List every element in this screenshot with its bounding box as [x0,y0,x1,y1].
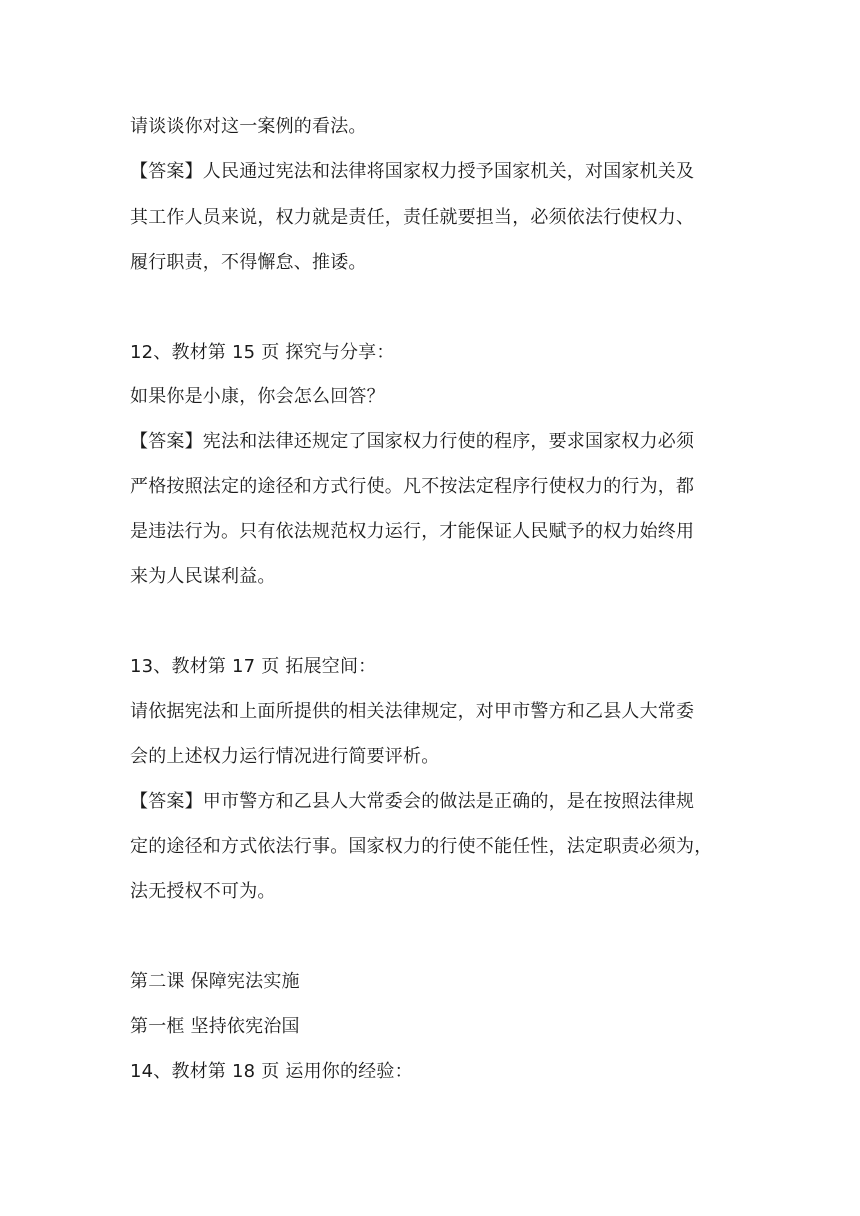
question-text: 请谈谈你对这一案例的看法。 [130,116,367,137]
answer-paragraph-line: 其工作人员来说，权力就是责任，责任就要担当，必须依法行使权力、 [130,207,695,228]
answer-paragraph-line: 定的途径和方式依法行事。国家权力的行使不能任性，法定职责必须为， [130,836,713,857]
question-text: 请依据宪法和上面所提供的相关法律规定，对甲市警方和乙县人大常委 [130,701,695,722]
lesson-title: 第二课 保障宪法实施 [130,971,300,992]
question-text: 会的上述权力运行情况进行简要评析。 [130,746,440,767]
lesson-subtitle: 第一框 坚持依宪治国 [130,1016,300,1037]
answer-paragraph-line: 【答案】甲市警方和乙县人大常委会的做法是正确的，是在按照法律规 [130,791,695,812]
section-heading: 13、教材第 17 页 拓展空间： [130,656,377,677]
section-heading: 12、教材第 15 页 探究与分享： [130,342,395,363]
answer-paragraph-line: 【答案】人民通过宪法和法律将国家权力授予国家机关，对国家机关及 [130,161,695,182]
answer-paragraph-line: 严格按照法定的途径和方式行使。凡不按法定程序行使权力的行为，都 [130,476,695,497]
answer-paragraph-line: 来为人民谋利益。 [130,566,276,587]
answer-paragraph-line: 履行职责，不得懈怠、推诿。 [130,252,367,273]
answer-paragraph-line: 是违法行为。只有依法规范权力运行，才能保证人民赋予的权力始终用 [130,521,695,542]
answer-paragraph-line: 【答案】宪法和法律还规定了国家权力行使的程序，要求国家权力必须 [130,431,695,452]
answer-paragraph-line: 法无授权不可为。 [130,881,276,902]
question-text: 如果你是小康，你会怎么回答？ [130,386,385,407]
section-heading: 14、教材第 18 页 运用你的经验： [130,1061,413,1082]
